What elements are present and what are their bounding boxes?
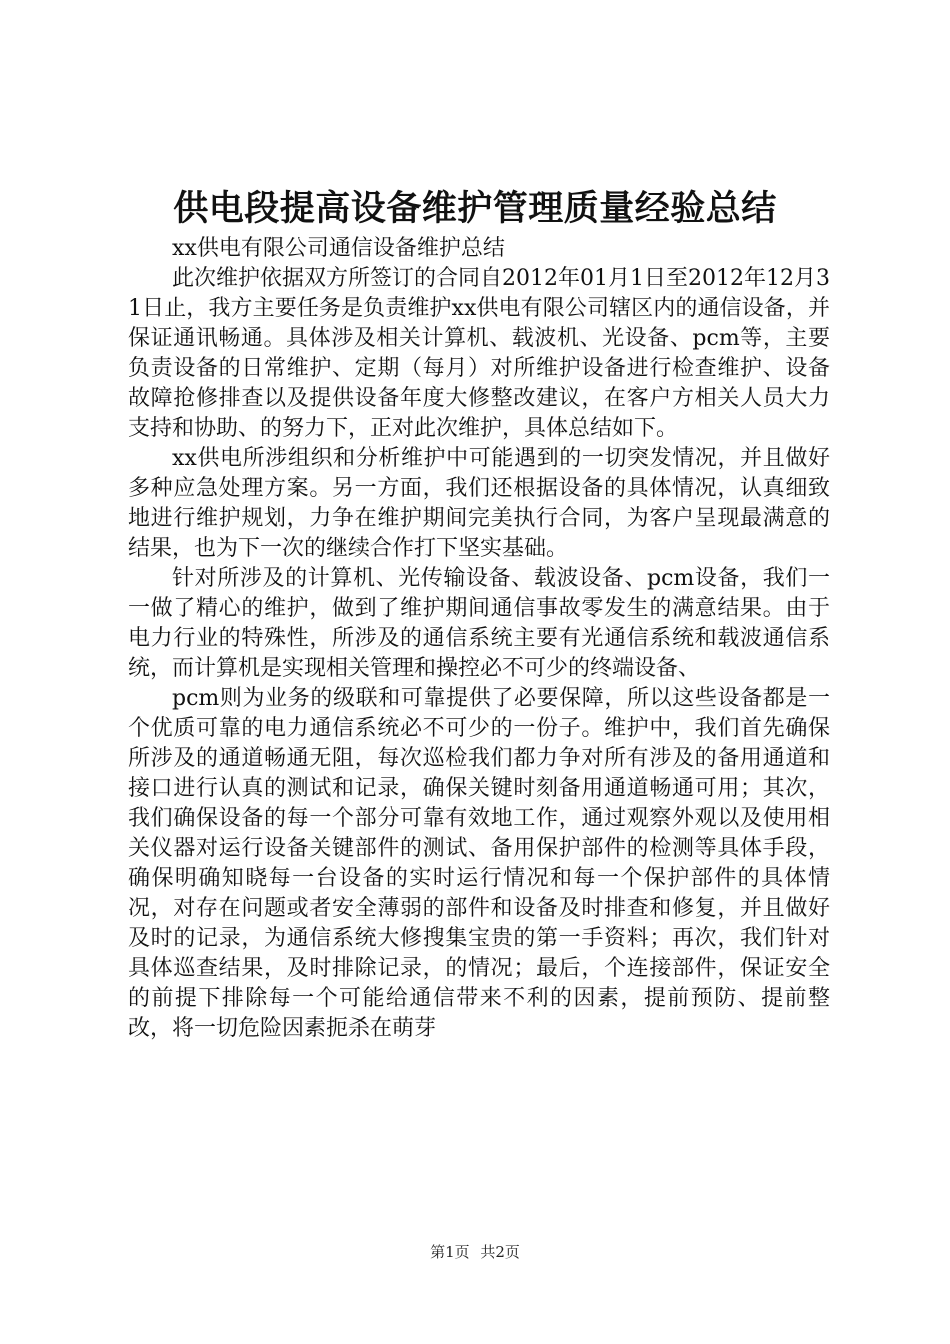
paragraph: xx供电所涉组织和分析维护中可能遇到的一切突发情况，并且做好多种应急处理方案。另一方面，我们还根据设备的具体情况，认真细致地进行维护规划，力争在维护期间完美执行合同，为客户呈现最满意的结果，也为下一次的继续合作打下坚实基础。: [128, 446, 830, 561]
paragraph-subtitle: xx供电有限公司通信设备维护总结: [172, 236, 505, 261]
page-total: 共2页: [480, 1243, 520, 1261]
paragraph: pcm则为业务的级联和可靠提供了必要保障，所以这些设备都是一个优质可靠的电力通信系统必不可少的一份子。维护中，我们首先确保所涉及的通道畅通无阻，每次巡检我们都力争对所有涉及的备用通道和接口进行认真的测试和记录，确保关键时刻备用通道畅通可用；其次，我们确保设备的每一个部分可靠有效地工作，通过观察外观以及使用相关仪器对运行设备关键部件的测试、备用保护部件的检测等具体手段，确保明确知晓每一台设备的实时运行情况和每一个保护部件的具体情况，对存在问题或者安全薄弱的部件和设备及时排查和修复，并且做好及时的记录，为通信系统大修搜集宝贵的第一手资料；再次，我们针对具体巡查结果，及时排除记录，的情况；最后，个连接部件，保证安全的前提下排除每一个可能给通信带来不利的因素，提前预防、提前整改，将一切危险因素扼杀在萌芽: [128, 686, 830, 1041]
document-body: [128, 234, 830, 1044]
page-number: 第1页: [430, 1243, 470, 1261]
document-title: 供电段提高设备维护管理质量经验总结: [173, 189, 777, 229]
paragraph: 针对所涉及的计算机、光传输设备、载波设备、pcm设备，我们一一做了精心的维护，做到了维护期间通信事故零发生的满意结果。由于电力行业的特殊性，所涉及的通信系统主要有光通信系统和载波通信系统，而计算机是实现相关管理和操控必不可少的终端设备、: [128, 566, 830, 681]
page-footer: [0, 1242, 950, 1262]
paragraph: 此次维护依据双方所签订的合同自2012年01月1日至2012年12月31日止，我方主要任务是负责维护xx供电有限公司辖区内的通信设备，并保证通讯畅通。具体涉及相关计算机、载波机、光设备、pcm等，主要负责设备的日常维护、定期（每月）对所维护设备进行检查维护、设备故障抢修排查以及提供设备年度大修整改建议，在客户方相关人员大力支持和协助、的努力下，正对此次维护，具体总结如下。: [128, 266, 830, 441]
